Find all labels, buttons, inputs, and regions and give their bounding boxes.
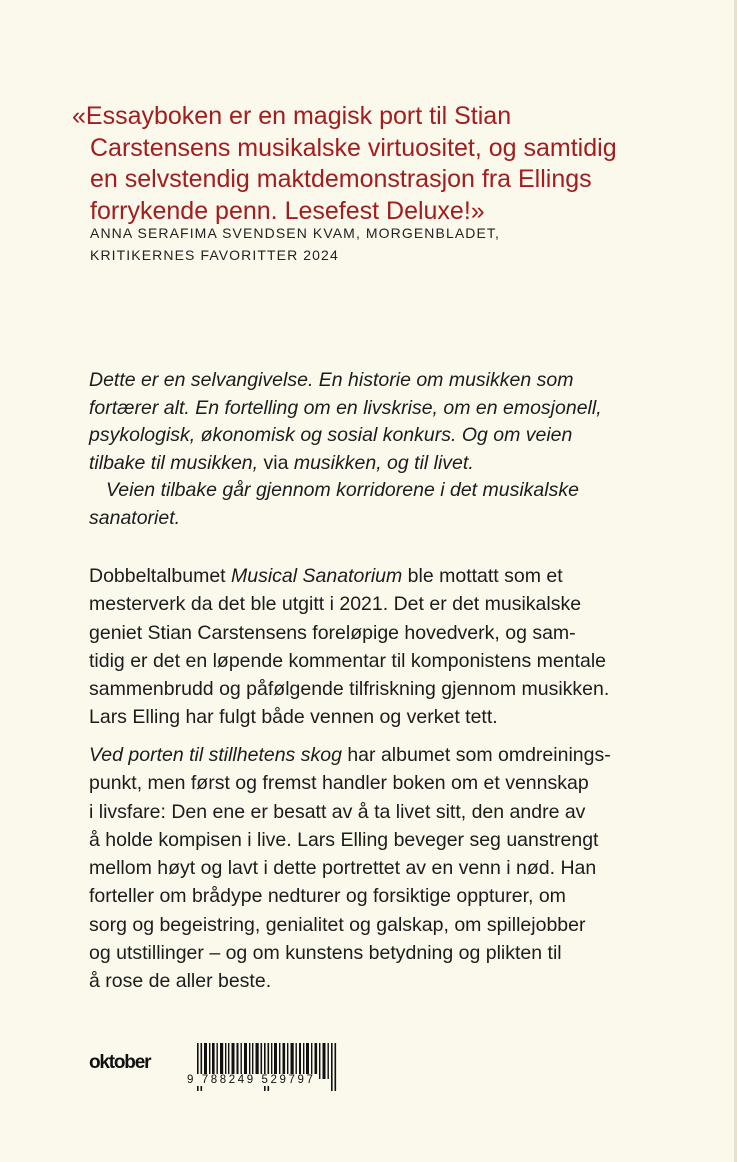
album-title: Musical Sanatorium xyxy=(231,565,403,587)
intro-fragment-upright: via xyxy=(258,451,294,474)
intro-line: Veien tilbake går gjennom korridorene i det musikalske xyxy=(106,479,579,501)
paragraph-fragment: ble mottatt som et xyxy=(402,565,563,587)
attribution-line: KRITIKERNES FAVORITTER 2024 xyxy=(90,247,339,263)
intro-line: sanatoriet. xyxy=(89,506,181,529)
paragraph-line: å holde kompisen i live. Lars Elling beveger seg uanstrengt xyxy=(89,828,599,851)
paragraph-line: forteller om brådype nedturer og forsiktige oppturer, om xyxy=(89,885,566,908)
paragraph-line: å rose de aller beste. xyxy=(89,970,272,993)
paragraph-line: Lars Elling har fulgt både vennen og verket tett. xyxy=(89,706,498,729)
quote-line: en selvstendig maktdemonstrasjon fra Ellings xyxy=(90,165,592,193)
quote-line: Carstensens musikalske virtuositet, og samtidig xyxy=(90,133,617,162)
paragraph-line: mesterverk da det ble utgitt i 2021. Det er det musikalske xyxy=(89,593,582,616)
intro-line xyxy=(89,450,709,478)
paragraph-line: punkt, men først og fremst handler boken om et vennskap xyxy=(89,772,589,795)
paragraph-line xyxy=(89,741,709,769)
paragraph-line: i livsfare: Den ene er besatt av å ta livet sitt, den andre av xyxy=(89,800,586,823)
paragraph-fragment: har albumet som omdreinings- xyxy=(341,744,611,766)
paragraph-line: mellom høyt og lavt i dette portrettet av en venn i nød. Han xyxy=(89,857,597,880)
description-paragraph-1 xyxy=(89,562,709,732)
paragraph-fragment: Dobbeltalbumet xyxy=(89,565,232,587)
intro-text xyxy=(89,367,709,532)
paragraph-line: geniet Stian Carstensens foreløpige hovedverk, og sam- xyxy=(89,621,576,644)
attribution-line: ANNA SERAFIMA SVENDSEN KVAM, MORGENBLADET, xyxy=(90,225,501,241)
description-paragraph-2 xyxy=(89,741,709,996)
intro-line: fortærer alt. En fortelling om en livskrise, om en emosjonell, xyxy=(89,396,602,419)
isbn-number: 9 788249 529797 xyxy=(187,1074,316,1086)
paragraph-line xyxy=(89,562,709,590)
publisher-logo: oktober xyxy=(89,1052,151,1073)
paragraph-line: tidig er det en løpende kommentar til komponistens mentale xyxy=(89,649,607,672)
quote-line: forrykende penn. Lesefest Deluxe!» xyxy=(90,196,485,225)
review-quote xyxy=(72,101,712,227)
intro-fragment: tilbake til musikken, xyxy=(89,451,259,474)
book-title: Ved porten til stillhetens skog xyxy=(89,744,342,766)
intro-line: psykologisk, økonomisk og sosial konkurs. Og om veien xyxy=(89,424,573,446)
quote-attribution xyxy=(90,222,500,266)
intro-fragment: musikken, og til livet. xyxy=(293,451,474,474)
intro-line: Dette er en selvangivelse. En historie om musikken som xyxy=(89,369,574,391)
paragraph-line: sammenbrudd og påfølgende tilfriskning gjennom musikken. xyxy=(89,678,610,701)
quote-line: «Essayboken er en magisk port til Stian xyxy=(72,102,512,130)
paragraph-line: og utstillinger – og om kunstens betydning og plikten til xyxy=(89,942,562,965)
paragraph-line: sorg og begeistring, genialitet og galskap, om spillejobber xyxy=(89,913,586,936)
